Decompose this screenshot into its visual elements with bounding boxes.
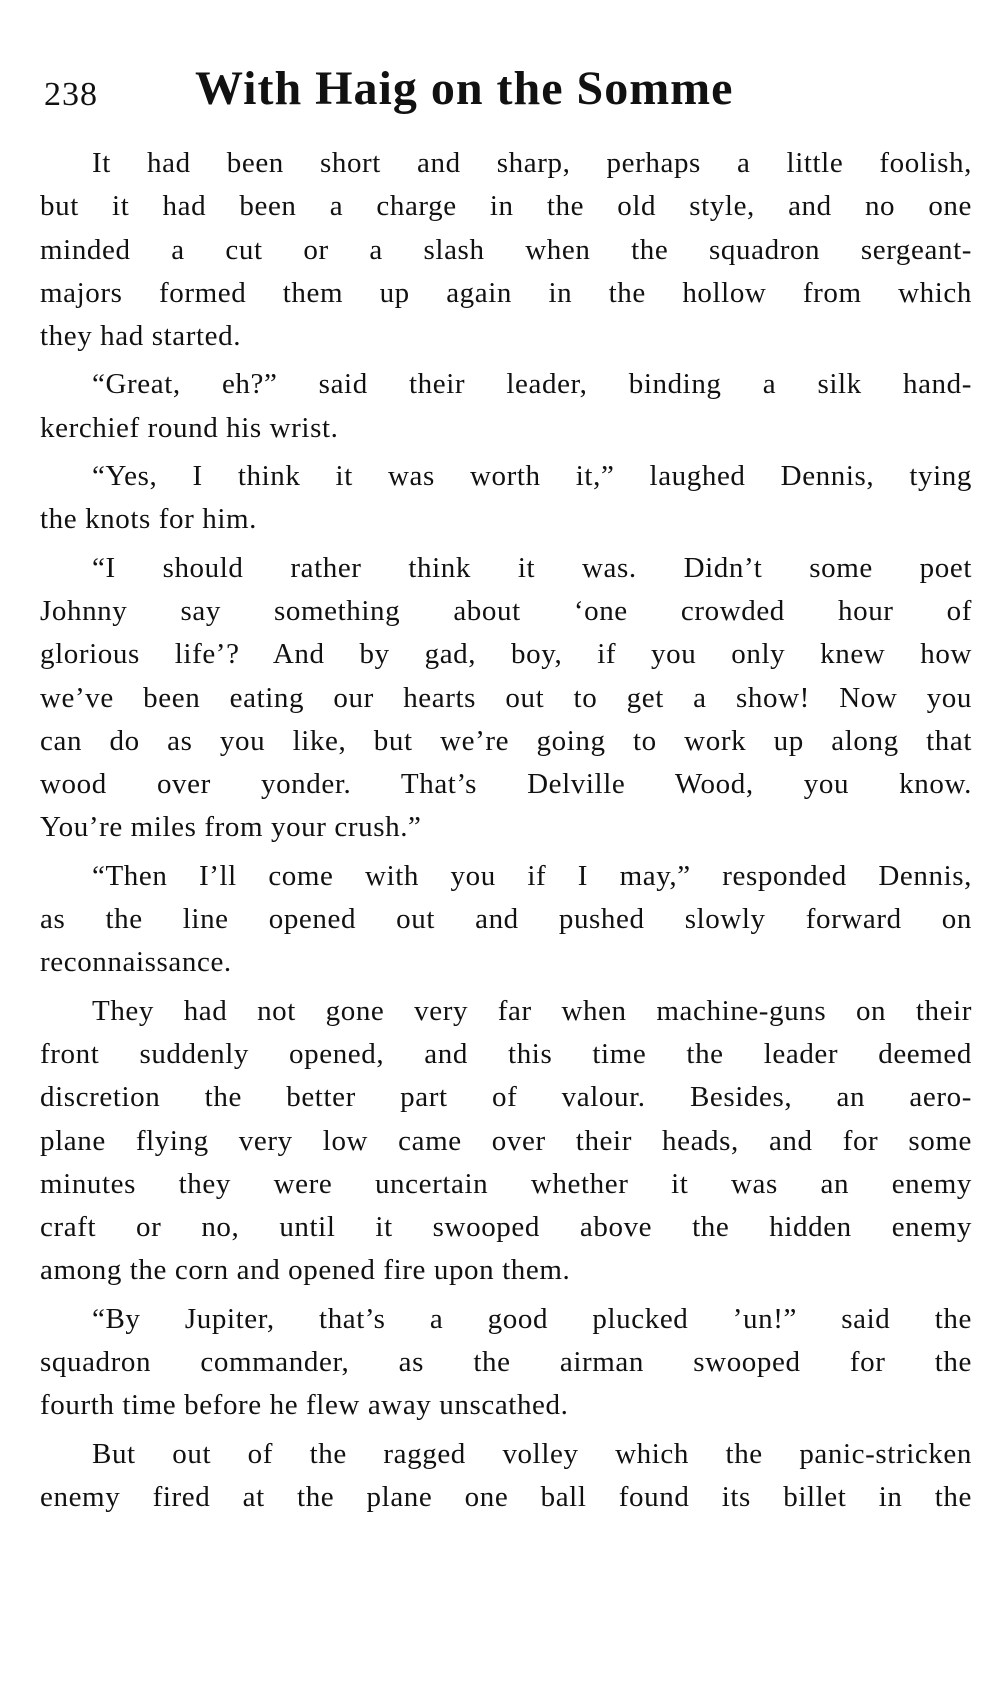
running-head-title: With Haig on the Somme (195, 62, 734, 115)
text-line: enemy fired at the plane one ball found its billet in the (40, 1480, 972, 1513)
text-line: craft or no, until it swooped above the hidden enemy (40, 1211, 972, 1244)
text-line: “I should rather think it was. Didn’t some poet (92, 551, 972, 584)
page-header (44, 62, 864, 132)
text-line: front suddenly opened, and this time the leader deemed (40, 1037, 972, 1070)
text-line: “Then I’ll come with you if I may,” responded Dennis, (92, 859, 972, 892)
paragraph (40, 363, 972, 450)
text-line: we’ve been eating our hearts out to get a show! Now you (40, 681, 972, 714)
text-line: majors formed them up again in the hollow from which (40, 276, 972, 309)
page-number: 238 (44, 76, 98, 113)
text-line: kerchief round his wrist. (40, 411, 339, 444)
body-text (40, 142, 972, 1524)
text-line: as the line opened out and pushed slowly forward on (40, 903, 972, 936)
paragraph (40, 990, 972, 1293)
text-line: minutes they were uncertain whether it was an enemy (40, 1167, 972, 1200)
text-line: Johnny say something about ‘one crowded hour of (40, 594, 972, 627)
text-line: the knots for him. (40, 503, 258, 536)
text-line: can do as you like, but we’re going to work up along that (40, 724, 972, 757)
text-line: wood over yonder. That’s Delville Wood, you know. (40, 768, 972, 801)
text-line: minded a cut or a slash when the squadron sergeant- (40, 233, 972, 266)
text-line: reconnaissance. (40, 946, 232, 979)
text-line: “Yes, I think it was worth it,” laughed Dennis, tying (92, 460, 972, 493)
paragraph (40, 1433, 972, 1520)
text-line: You’re miles from your crush.” (40, 811, 422, 844)
paragraph (40, 855, 972, 985)
text-line: they had started. (40, 320, 242, 353)
text-line: glorious life’? And by gad, boy, if you only knew how (40, 638, 972, 671)
text-line: among the corn and opened fire upon them. (40, 1254, 571, 1287)
text-line: “By Jupiter, that’s a good plucked ’un!” said the (92, 1302, 972, 1335)
text-line: It had been short and sharp, perhaps a little foolish, (92, 147, 972, 179)
text-line: “Great, eh?” said their leader, binding a silk hand- (92, 368, 972, 401)
text-line: But out of the ragged volley which the panic-stricken (92, 1437, 972, 1470)
text-line: squadron commander, as the airman swooped for the (40, 1346, 972, 1379)
paragraph (40, 547, 972, 850)
text-line: discretion the better part of valour. Besides, an aero- (40, 1081, 972, 1114)
text-line: fourth time before he flew away unscathed. (40, 1389, 569, 1422)
paragraph (40, 455, 972, 542)
text-line: plane flying very low came over their heads, and for some (40, 1124, 972, 1157)
text-line: but it had been a charge in the old style, and no one (40, 190, 972, 223)
paragraph (40, 142, 972, 358)
text-line: They had not gone very far when machine-guns on their (92, 994, 972, 1027)
paragraph (40, 1298, 972, 1428)
